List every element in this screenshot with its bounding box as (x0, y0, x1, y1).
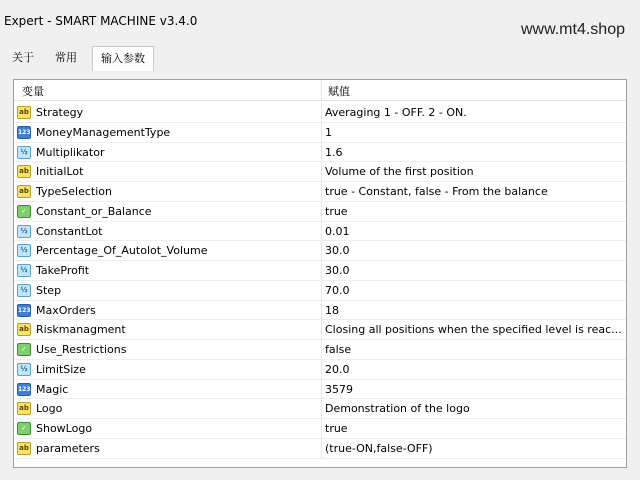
cell-divider (321, 360, 322, 380)
variable-value[interactable]: Closing all positions when the specified level is reac... (325, 323, 622, 337)
variable-value[interactable]: 70.0 (325, 283, 350, 297)
bool-type-icon: ✓ (17, 422, 31, 435)
table-header (14, 80, 626, 101)
variable-value[interactable]: (true-ON,false-OFF) (325, 441, 433, 455)
double-type-icon: ½ (17, 146, 31, 159)
variable-name: TypeSelection (36, 185, 112, 198)
cell-divider (321, 143, 322, 163)
window-title: Expert - SMART MACHINE v3.4.0 (4, 14, 198, 28)
cell-divider (321, 123, 322, 143)
cell-divider (321, 261, 322, 281)
variable-value[interactable]: false (325, 343, 352, 356)
table-row[interactable] (14, 380, 626, 400)
table-body (14, 103, 626, 459)
table-row[interactable] (14, 320, 626, 340)
variable-name: InitialLot (36, 165, 84, 179)
cell-divider (321, 222, 322, 242)
string-type-icon: ab (17, 106, 31, 119)
string-type-icon: ab (17, 165, 31, 178)
tab-bar (2, 47, 638, 70)
variable-name: Multiplikator (36, 145, 105, 159)
cell-divider (321, 320, 322, 340)
table-row[interactable] (14, 301, 626, 321)
integer-type-icon: 123 (17, 126, 31, 139)
variable-value[interactable]: true - Constant, false - From the balance (325, 185, 548, 198)
variable-value[interactable]: 30.0 (325, 244, 350, 258)
table-row[interactable] (14, 340, 626, 360)
string-type-icon: ab (17, 402, 31, 415)
variable-value[interactable]: 18 (325, 303, 339, 317)
variable-name: MoneyManagementType (36, 125, 171, 139)
double-type-icon: ½ (17, 284, 31, 297)
variable-name: Logo (36, 402, 63, 416)
variable-value[interactable]: true (325, 204, 348, 218)
string-type-icon: ab (17, 442, 31, 455)
variable-value[interactable]: true (325, 422, 348, 435)
cell-divider (321, 281, 322, 301)
table-row[interactable] (14, 419, 626, 439)
double-type-icon: ½ (17, 264, 31, 277)
double-type-icon: ½ (17, 244, 31, 257)
variable-value[interactable]: 1.6 (325, 145, 343, 159)
cell-divider (321, 340, 322, 360)
cell-divider (321, 399, 322, 419)
table-row[interactable] (14, 103, 626, 123)
bool-type-icon: ✓ (17, 343, 31, 356)
cell-divider (321, 301, 322, 321)
cell-divider (321, 202, 322, 222)
cell-divider (321, 419, 322, 439)
table-row[interactable] (14, 182, 626, 202)
integer-type-icon: 123 (17, 304, 31, 317)
cell-divider (321, 162, 322, 182)
variable-name: Strategy (36, 106, 84, 119)
tab-common[interactable]: 常用 (55, 51, 77, 64)
variable-name: MaxOrders (36, 303, 96, 317)
integer-type-icon: 123 (17, 383, 31, 396)
variable-value[interactable]: Averaging 1 - OFF. 2 - ON. (325, 106, 467, 119)
column-header-variable[interactable]: 变量 (22, 85, 44, 98)
bool-type-icon: ✓ (17, 205, 31, 218)
watermark-text: www.mt4.shop (520, 21, 625, 38)
variable-name: Riskmanagment (36, 323, 126, 337)
table-row[interactable] (14, 360, 626, 380)
variable-name: Use_Restrictions (36, 343, 127, 356)
inputs-table (13, 79, 627, 468)
double-type-icon: ½ (17, 363, 31, 376)
variable-value[interactable]: 3579 (325, 382, 353, 396)
table-row[interactable] (14, 143, 626, 163)
cell-divider (321, 439, 322, 459)
table-row[interactable] (14, 202, 626, 222)
table-row[interactable] (14, 241, 626, 261)
variable-name: TakeProfit (36, 264, 90, 277)
table-row[interactable] (14, 281, 626, 301)
cell-divider (321, 182, 322, 202)
variable-value[interactable]: Demonstration of the logo (325, 402, 470, 416)
row-divider (14, 458, 626, 459)
variable-value[interactable]: 0.01 (325, 224, 350, 238)
tab-about[interactable]: 关于 (12, 51, 34, 64)
variable-name: ShowLogo (36, 422, 93, 435)
column-separator[interactable] (321, 80, 322, 100)
variable-name: Constant_or_Balance (36, 204, 152, 218)
table-row[interactable] (14, 123, 626, 143)
table-row[interactable] (14, 162, 626, 182)
string-type-icon: ab (17, 185, 31, 198)
double-type-icon: ½ (17, 225, 31, 238)
variable-value[interactable]: 20.0 (325, 362, 350, 376)
variable-name: ConstantLot (36, 224, 103, 238)
column-header-value[interactable]: 赋值 (328, 85, 350, 98)
string-type-icon: ab (17, 323, 31, 336)
tab-inputs[interactable]: 输入参数 (92, 46, 154, 71)
table-row[interactable] (14, 261, 626, 281)
variable-name: Step (36, 283, 62, 297)
cell-divider (321, 241, 322, 261)
table-row[interactable] (14, 399, 626, 419)
variable-value[interactable]: 1 (325, 125, 332, 139)
cell-divider (321, 103, 322, 123)
variable-name: parameters (36, 441, 100, 455)
table-row[interactable] (14, 439, 626, 459)
variable-value[interactable]: Volume of the first position (325, 165, 474, 179)
variable-name: LimitSize (36, 362, 86, 376)
variable-value[interactable]: 30.0 (325, 264, 350, 277)
variable-name: Percentage_Of_Autolot_Volume (36, 244, 208, 258)
variable-name: Magic (36, 382, 69, 396)
table-row[interactable] (14, 222, 626, 242)
cell-divider (321, 380, 322, 400)
